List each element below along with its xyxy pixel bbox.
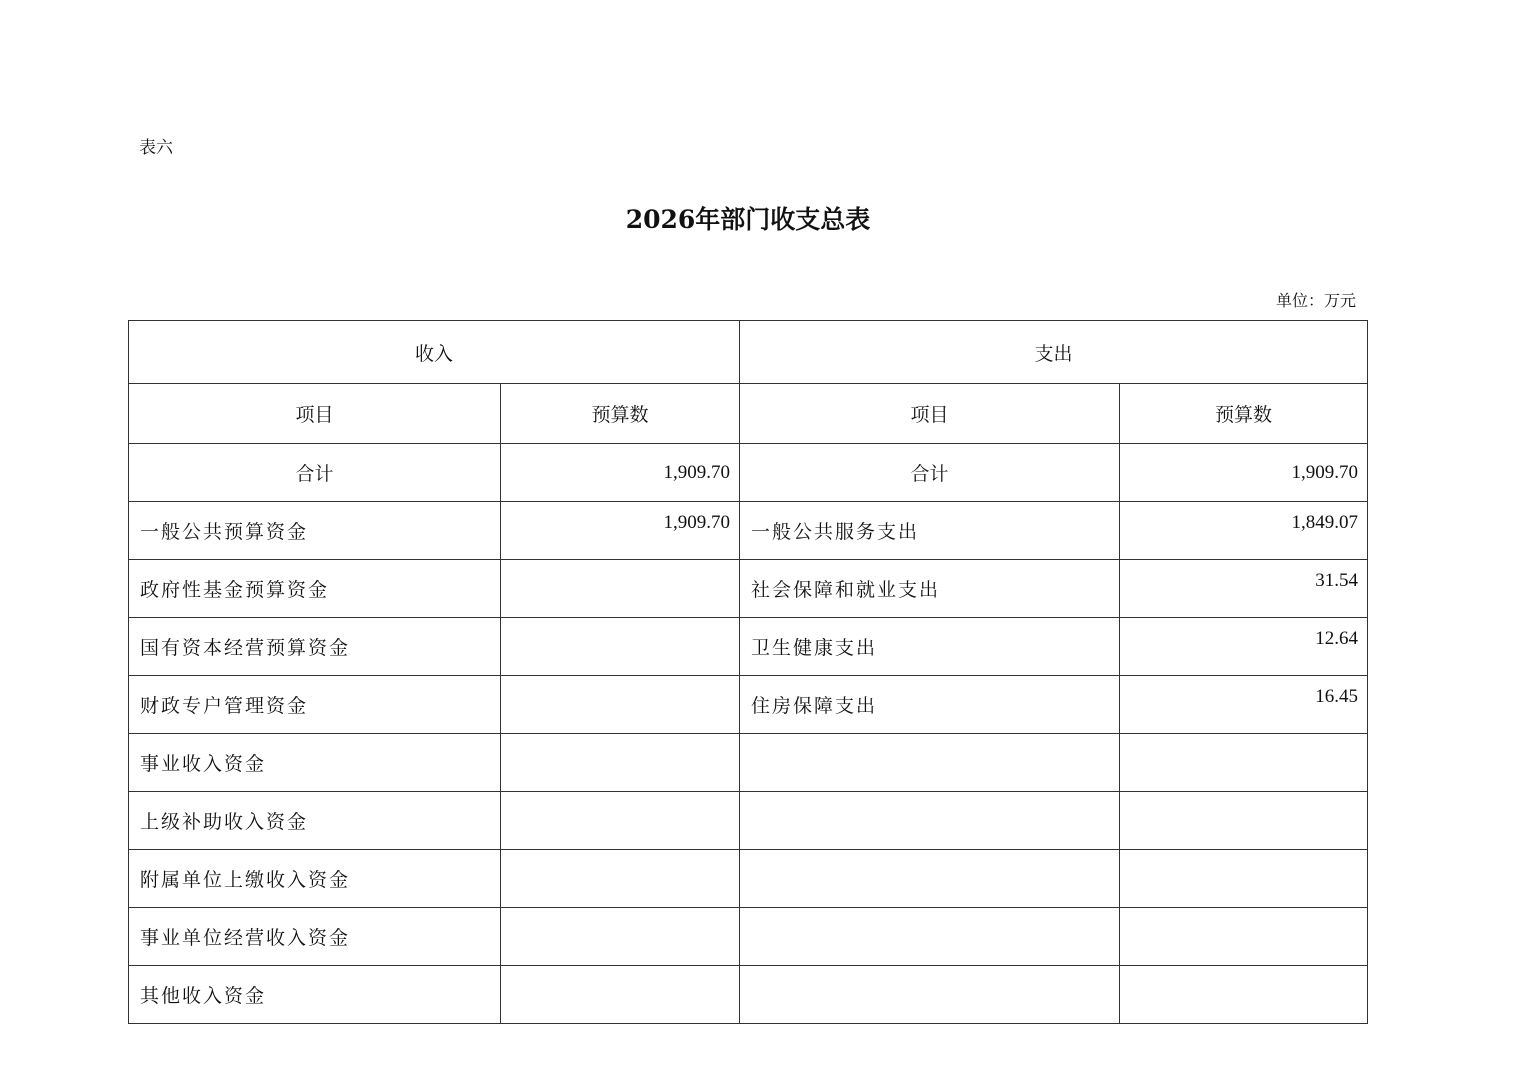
table-row	[129, 792, 1368, 850]
income-item: 一般公共预算资金	[129, 502, 501, 560]
table-row	[129, 734, 1368, 792]
table-row	[129, 618, 1368, 676]
expenditure-item	[740, 908, 1120, 966]
expenditure-item: 卫生健康支出	[740, 618, 1120, 676]
income-value: 1,909.70	[501, 502, 740, 560]
column-header-row	[129, 384, 1368, 444]
expenditure-value	[1120, 908, 1368, 966]
income-item: 其他收入资金	[129, 966, 501, 1024]
table-row	[129, 908, 1368, 966]
income-total-value: 1,909.70	[501, 444, 740, 502]
page-title: 2026年部门收支总表	[625, 205, 871, 234]
expenditure-item-header: 项目	[740, 384, 1120, 444]
expenditure-value: 1,849.07	[1120, 502, 1368, 560]
income-section-header: 收入	[129, 321, 740, 384]
expenditure-item	[740, 966, 1120, 1024]
expenditure-item	[740, 734, 1120, 792]
expenditure-value: 12.64	[1120, 618, 1368, 676]
income-total-label: 合计	[129, 444, 501, 502]
expenditure-item	[740, 850, 1120, 908]
expenditure-value	[1120, 734, 1368, 792]
income-value	[501, 734, 740, 792]
income-value	[501, 618, 740, 676]
expenditure-item: 住房保障支出	[740, 676, 1120, 734]
income-item-header: 项目	[129, 384, 501, 444]
income-item: 国有资本经营预算资金	[129, 618, 501, 676]
income-item: 财政专户管理资金	[129, 676, 501, 734]
income-value	[501, 908, 740, 966]
expenditure-value	[1120, 966, 1368, 1024]
expenditure-total-value: 1,909.70	[1120, 444, 1368, 502]
budget-summary-table	[128, 320, 1368, 1024]
income-item: 上级补助收入资金	[129, 792, 501, 850]
expenditure-section-header: 支出	[740, 321, 1368, 384]
expenditure-value: 16.45	[1120, 676, 1368, 734]
table-row	[129, 560, 1368, 618]
expenditure-item	[740, 792, 1120, 850]
expenditure-value	[1120, 792, 1368, 850]
expenditure-value	[1120, 850, 1368, 908]
table-row	[129, 850, 1368, 908]
expenditure-item: 社会保障和就业支出	[740, 560, 1120, 618]
income-item: 事业单位经营收入资金	[129, 908, 501, 966]
income-value	[501, 560, 740, 618]
income-item: 政府性基金预算资金	[129, 560, 501, 618]
expenditure-value: 31.54	[1120, 560, 1368, 618]
income-value	[501, 850, 740, 908]
expenditure-total-label: 合计	[740, 444, 1120, 502]
income-value	[501, 966, 740, 1024]
unit-note: 单位：万元	[1275, 291, 1356, 310]
income-value	[501, 676, 740, 734]
total-row	[129, 444, 1368, 502]
table-row	[129, 502, 1368, 560]
income-value	[501, 792, 740, 850]
table-label: 表六	[139, 138, 173, 158]
table-row	[129, 966, 1368, 1024]
income-budget-header: 预算数	[501, 384, 740, 444]
income-item: 附属单位上缴收入资金	[129, 850, 501, 908]
income-item: 事业收入资金	[129, 734, 501, 792]
section-header-row	[129, 321, 1368, 384]
expenditure-item: 一般公共服务支出	[740, 502, 1120, 560]
table-row	[129, 676, 1368, 734]
expenditure-budget-header: 预算数	[1120, 384, 1368, 444]
